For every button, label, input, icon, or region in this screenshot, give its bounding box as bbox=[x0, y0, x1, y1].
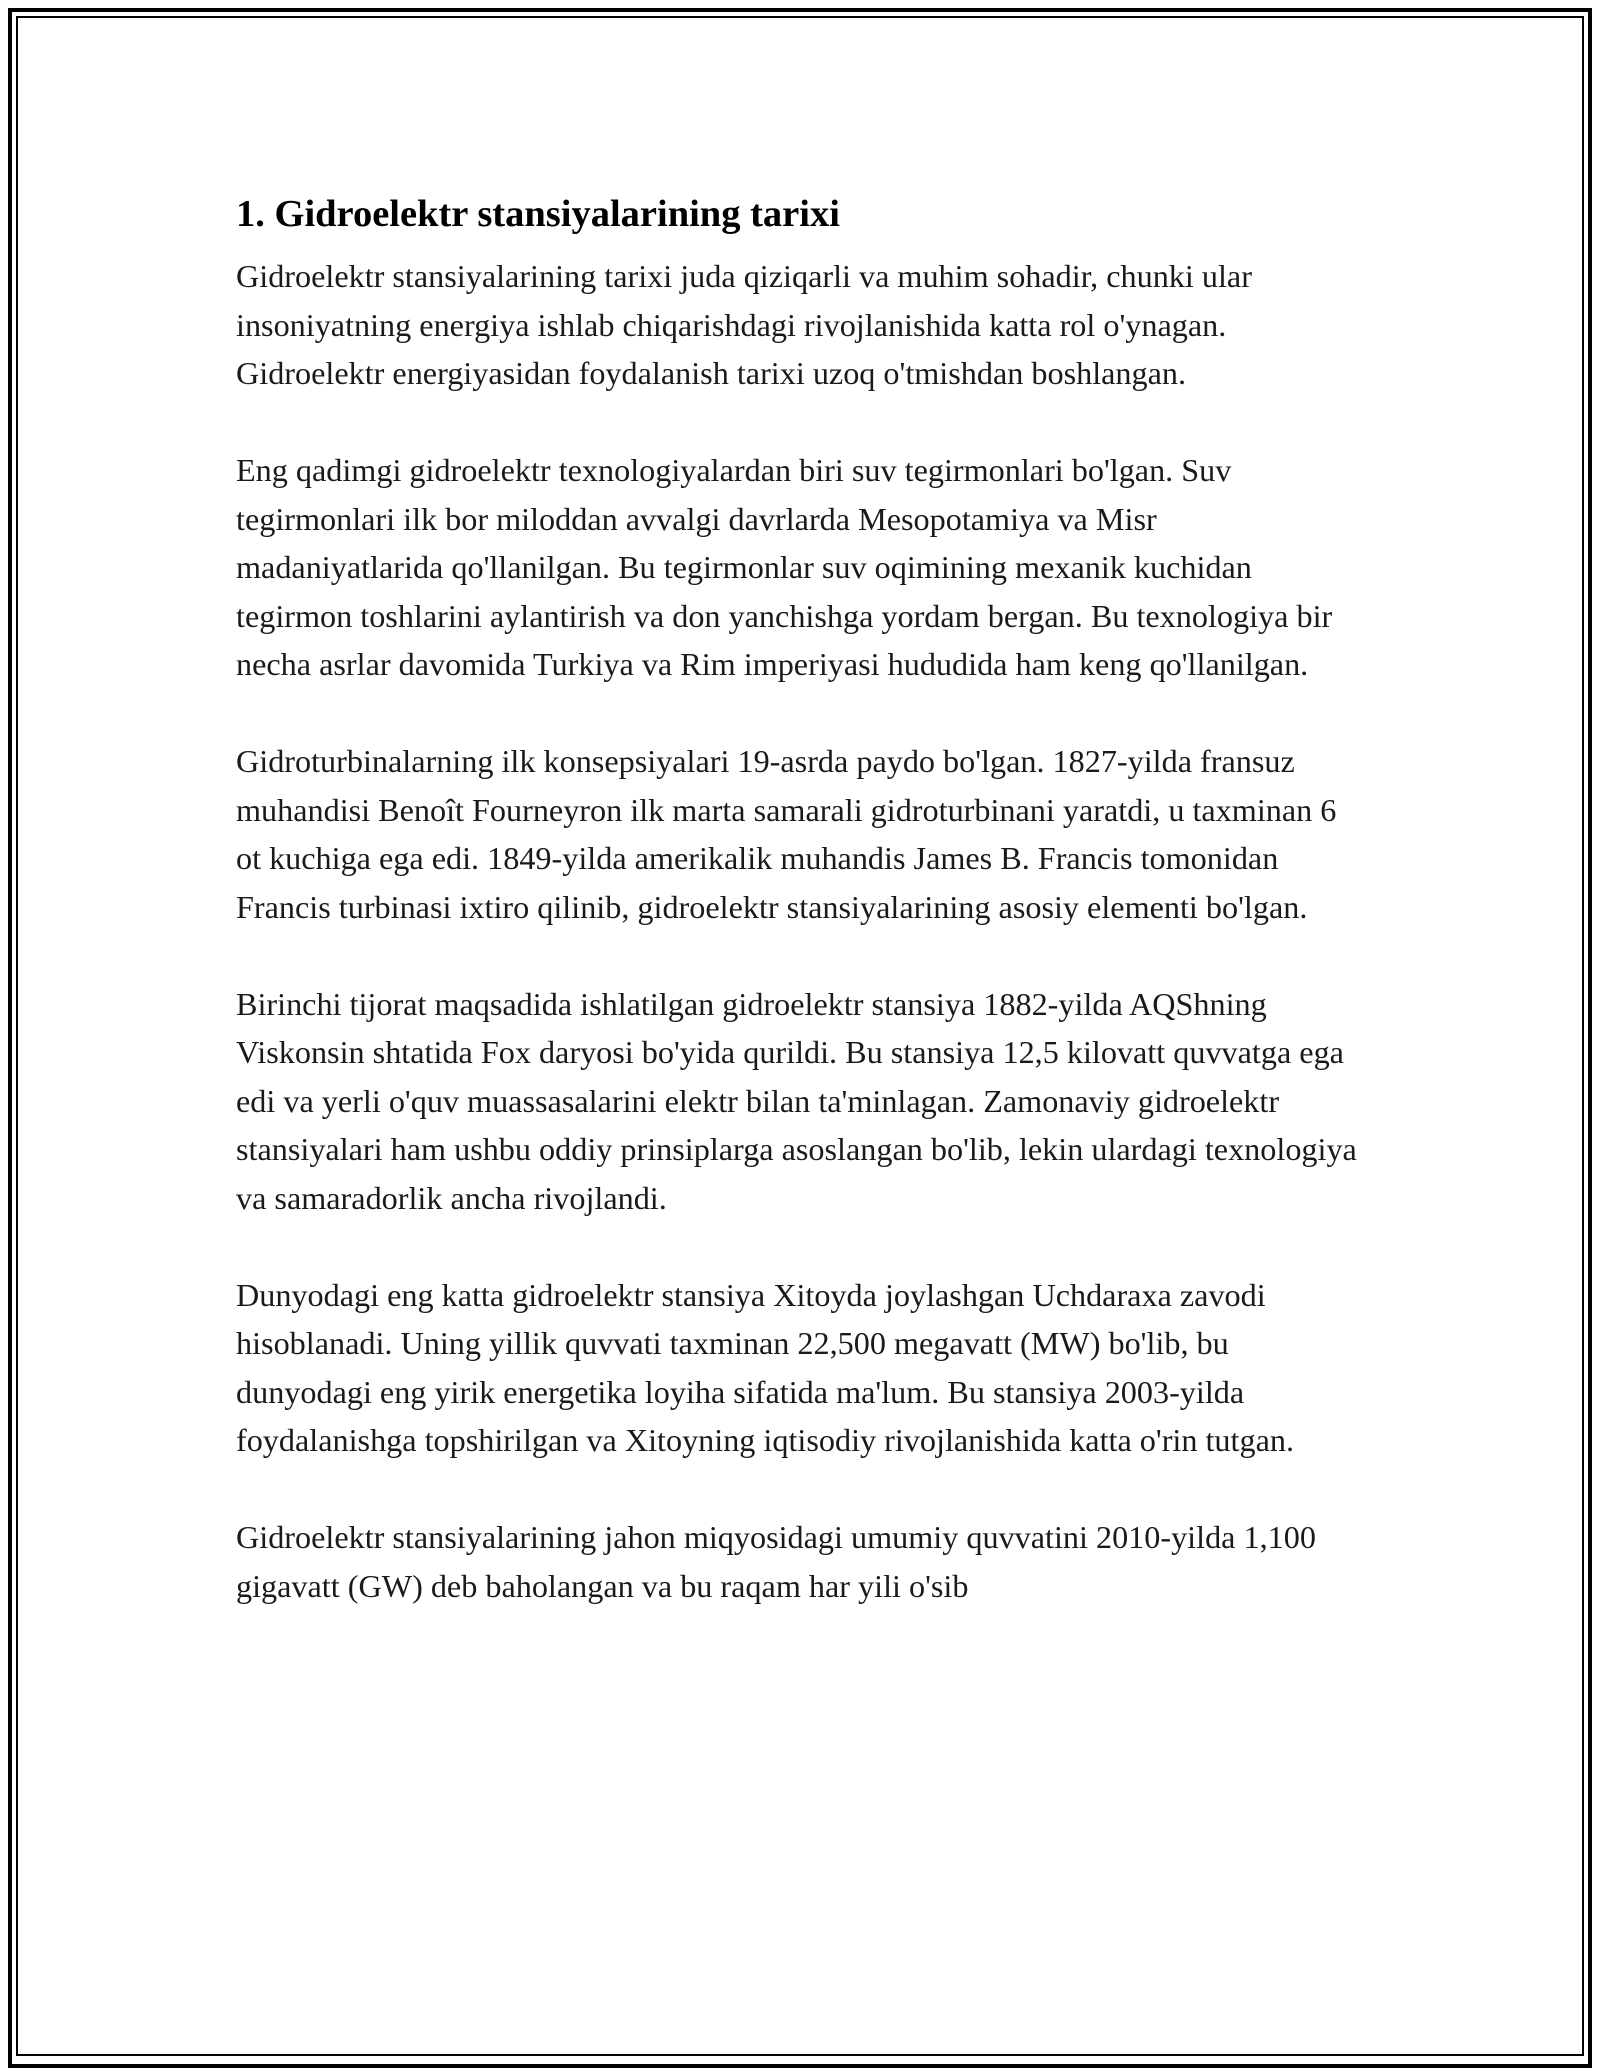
paragraph-history-intro: Gidroelektr stansiyalarining tarixi juda qiziqarli va muhim sohadir, chunki ular insoniyatning energiya ishlab chiqarishdagi rivojlanishida katta rol o'ynagan. Gidroelektr energiyasidan foydalanish tarixi uzoq o'tmishdan boshlangan. bbox=[236, 258, 1252, 391]
paragraph-hydroturbines: Gidroturbinalarning ilk konsepsiyalari 19-asrda paydo bo'lgan. 1827-yilda fransuz muhandisi Benoît Fourneyron ilk marta samarali gidroturbinani yaratdi, u taxminan 6 ot kuchiga ega edi. 1849-yilda amerikalik muhandis James B. Francis tomonidan Francis turbinasi ixtiro qilinib, gidroelektr stansiyalarining asosiy elementi bo'lgan. bbox=[236, 743, 1337, 925]
paragraph-first-commercial-station: Birinchi tijorat maqsadida ishlatilgan gidroelektr stansiya 1882-yilda AQShning Viskonsin shtatida Fox daryosi bo'yida qurildi. Bu stansiya 12,5 kilovatt quvvatga ega edi va yerli o'quv muassasalarini elektr bilan ta'minlagan. Zamonaviy gidroelektr stansiyalari ham ushbu oddiy prinsiplarga asoslangan bo'lib, lekin ulardagi texnologiya va samaradorlik ancha rivojlandi. bbox=[236, 985, 1357, 1216]
paragraph-spacer bbox=[236, 398, 1366, 447]
paragraph-spacer bbox=[236, 1465, 1366, 1514]
paragraph-global-capacity: Gidroelektr stansiyalarining jahon miqyosidagi umumiy quvvatini 2010-yilda 1,100 gigavatt (GW) deb baholangan va bu raqam har yili o'sib bbox=[236, 1519, 1316, 1604]
paragraph-spacer bbox=[236, 931, 1366, 980]
paragraph-spacer bbox=[236, 689, 1366, 738]
paragraph-water-mills: Eng qadimgi gidroelektr texnologiyalardan biri suv tegirmonlari bo'lgan. Suv tegirmonlari ilk bor miloddan avvalgi davrlarda Mesopotamiya va Misr madaniyatlarida qo'llanilgan. Bu tegirmonlar suv oqimining mexanik kuchidan tegirmon toshlarini aylantirish va don yanchishga yordam bergan. Bu texnologiya bir necha asrlar davomida Turkiya va Rim imperiyasi hududida ham keng qo'llanilgan. bbox=[236, 452, 1333, 682]
paragraph-spacer bbox=[236, 1222, 1366, 1271]
paragraph-largest-station: Dunyodagi eng katta gidroelektr stansiya Xitoyda joylashgan Uchdaraxa zavodi hisoblanadi. Uning yillik quvvati taxminan 22,500 megavatt (MW) bo'lib, bu dunyodagi eng yirik energetika loyiha sifatida ma'lum. Bu stansiya 2003-yilda foydalanishga topshirilgan va Xitoyning iqtisodiy rivojlanishida katta o'rin tutgan. bbox=[236, 1276, 1294, 1458]
document-body bbox=[236, 184, 1366, 1610]
section-heading: 1. Gidroelektr stansiyalarining tarixi bbox=[236, 193, 840, 235]
